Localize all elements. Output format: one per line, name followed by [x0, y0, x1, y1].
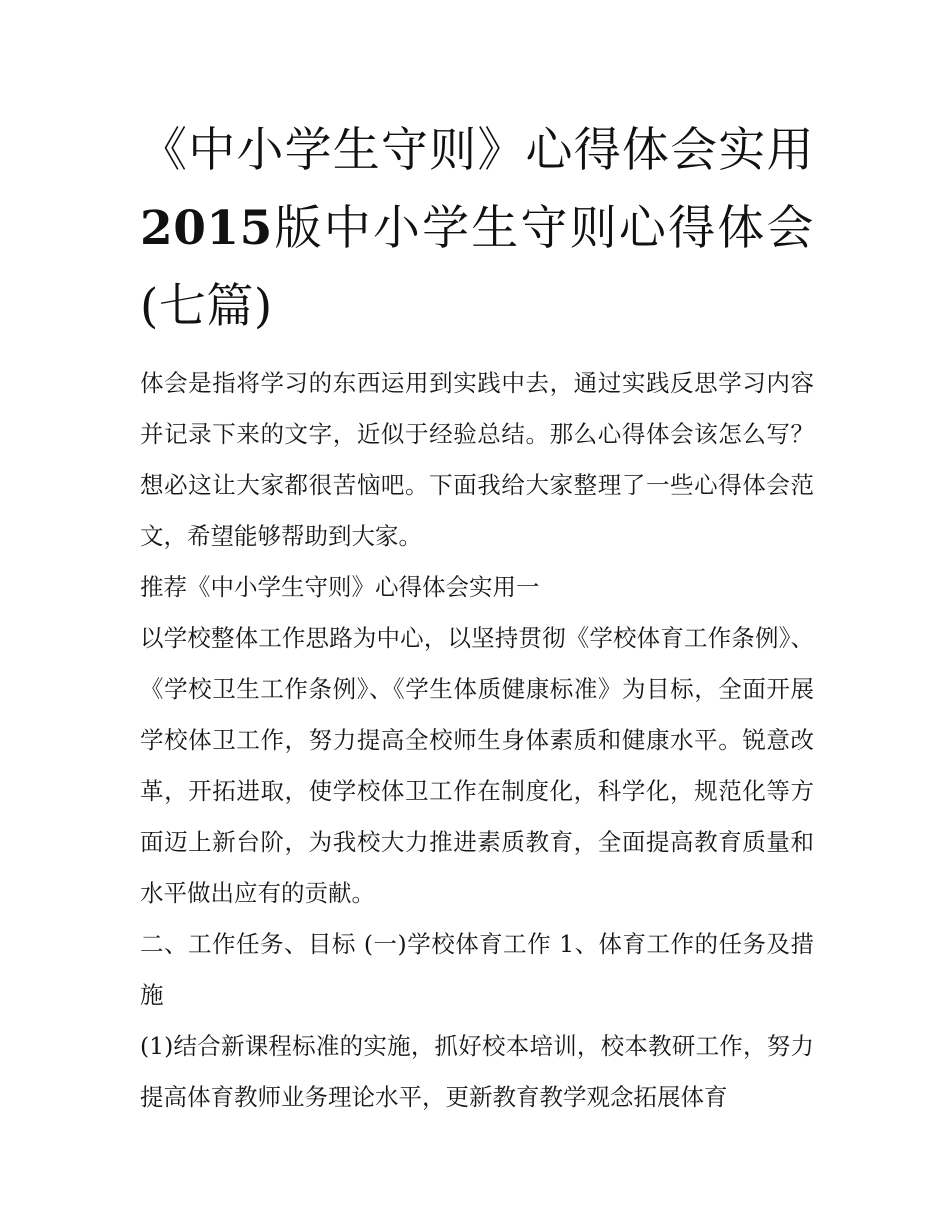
intro-paragraph: 体会是指将学习的东西运用到实践中去，通过实践反思学习内容并记录下来的文字，近似于经验总结。那么心得体会该怎么写？想必这让大家都很苦恼吧。下面我给大家整理了一些心得体会范文，希望能够帮助到大家。 — [140, 369, 814, 550]
title-text-start: 《中小学生守则》心得体会实用 — [140, 123, 814, 178]
document-body — [140, 112, 814, 1123]
title-year: 2015 — [140, 201, 273, 256]
document-title — [140, 112, 814, 346]
title-text-end: 版中小学生守则心得体会(七篇) — [140, 201, 814, 334]
task-heading: 二、工作任务、目标 (一)学校体育工作 1、体育工作的任务及措施 — [140, 930, 814, 1009]
body-paragraph: 以学校整体工作思路为中心，以坚持贯彻《学校体育工作条例》、《学校卫生工作条例》、《学生体质健康标准》为目标，全面开展学校体卫工作，努力提高全校师生身体素质和健康水平。锐意改革，开拓进取，使学校体卫工作在制度化，科学化，规范化等方面迈上新台阶，为我校大力推进素质教育，全面提高教育质量和水平做出应有的贡献。 — [140, 624, 814, 907]
body-paragraph-item-1: (1)结合新课程标准的实施，抓好校本培训，校本教研工作，努力提高体育教师业务理论水平，更新教育教学观念拓展体育 — [140, 1032, 814, 1111]
section-heading: 推荐《中小学生守则》心得体会实用一 — [140, 573, 540, 601]
